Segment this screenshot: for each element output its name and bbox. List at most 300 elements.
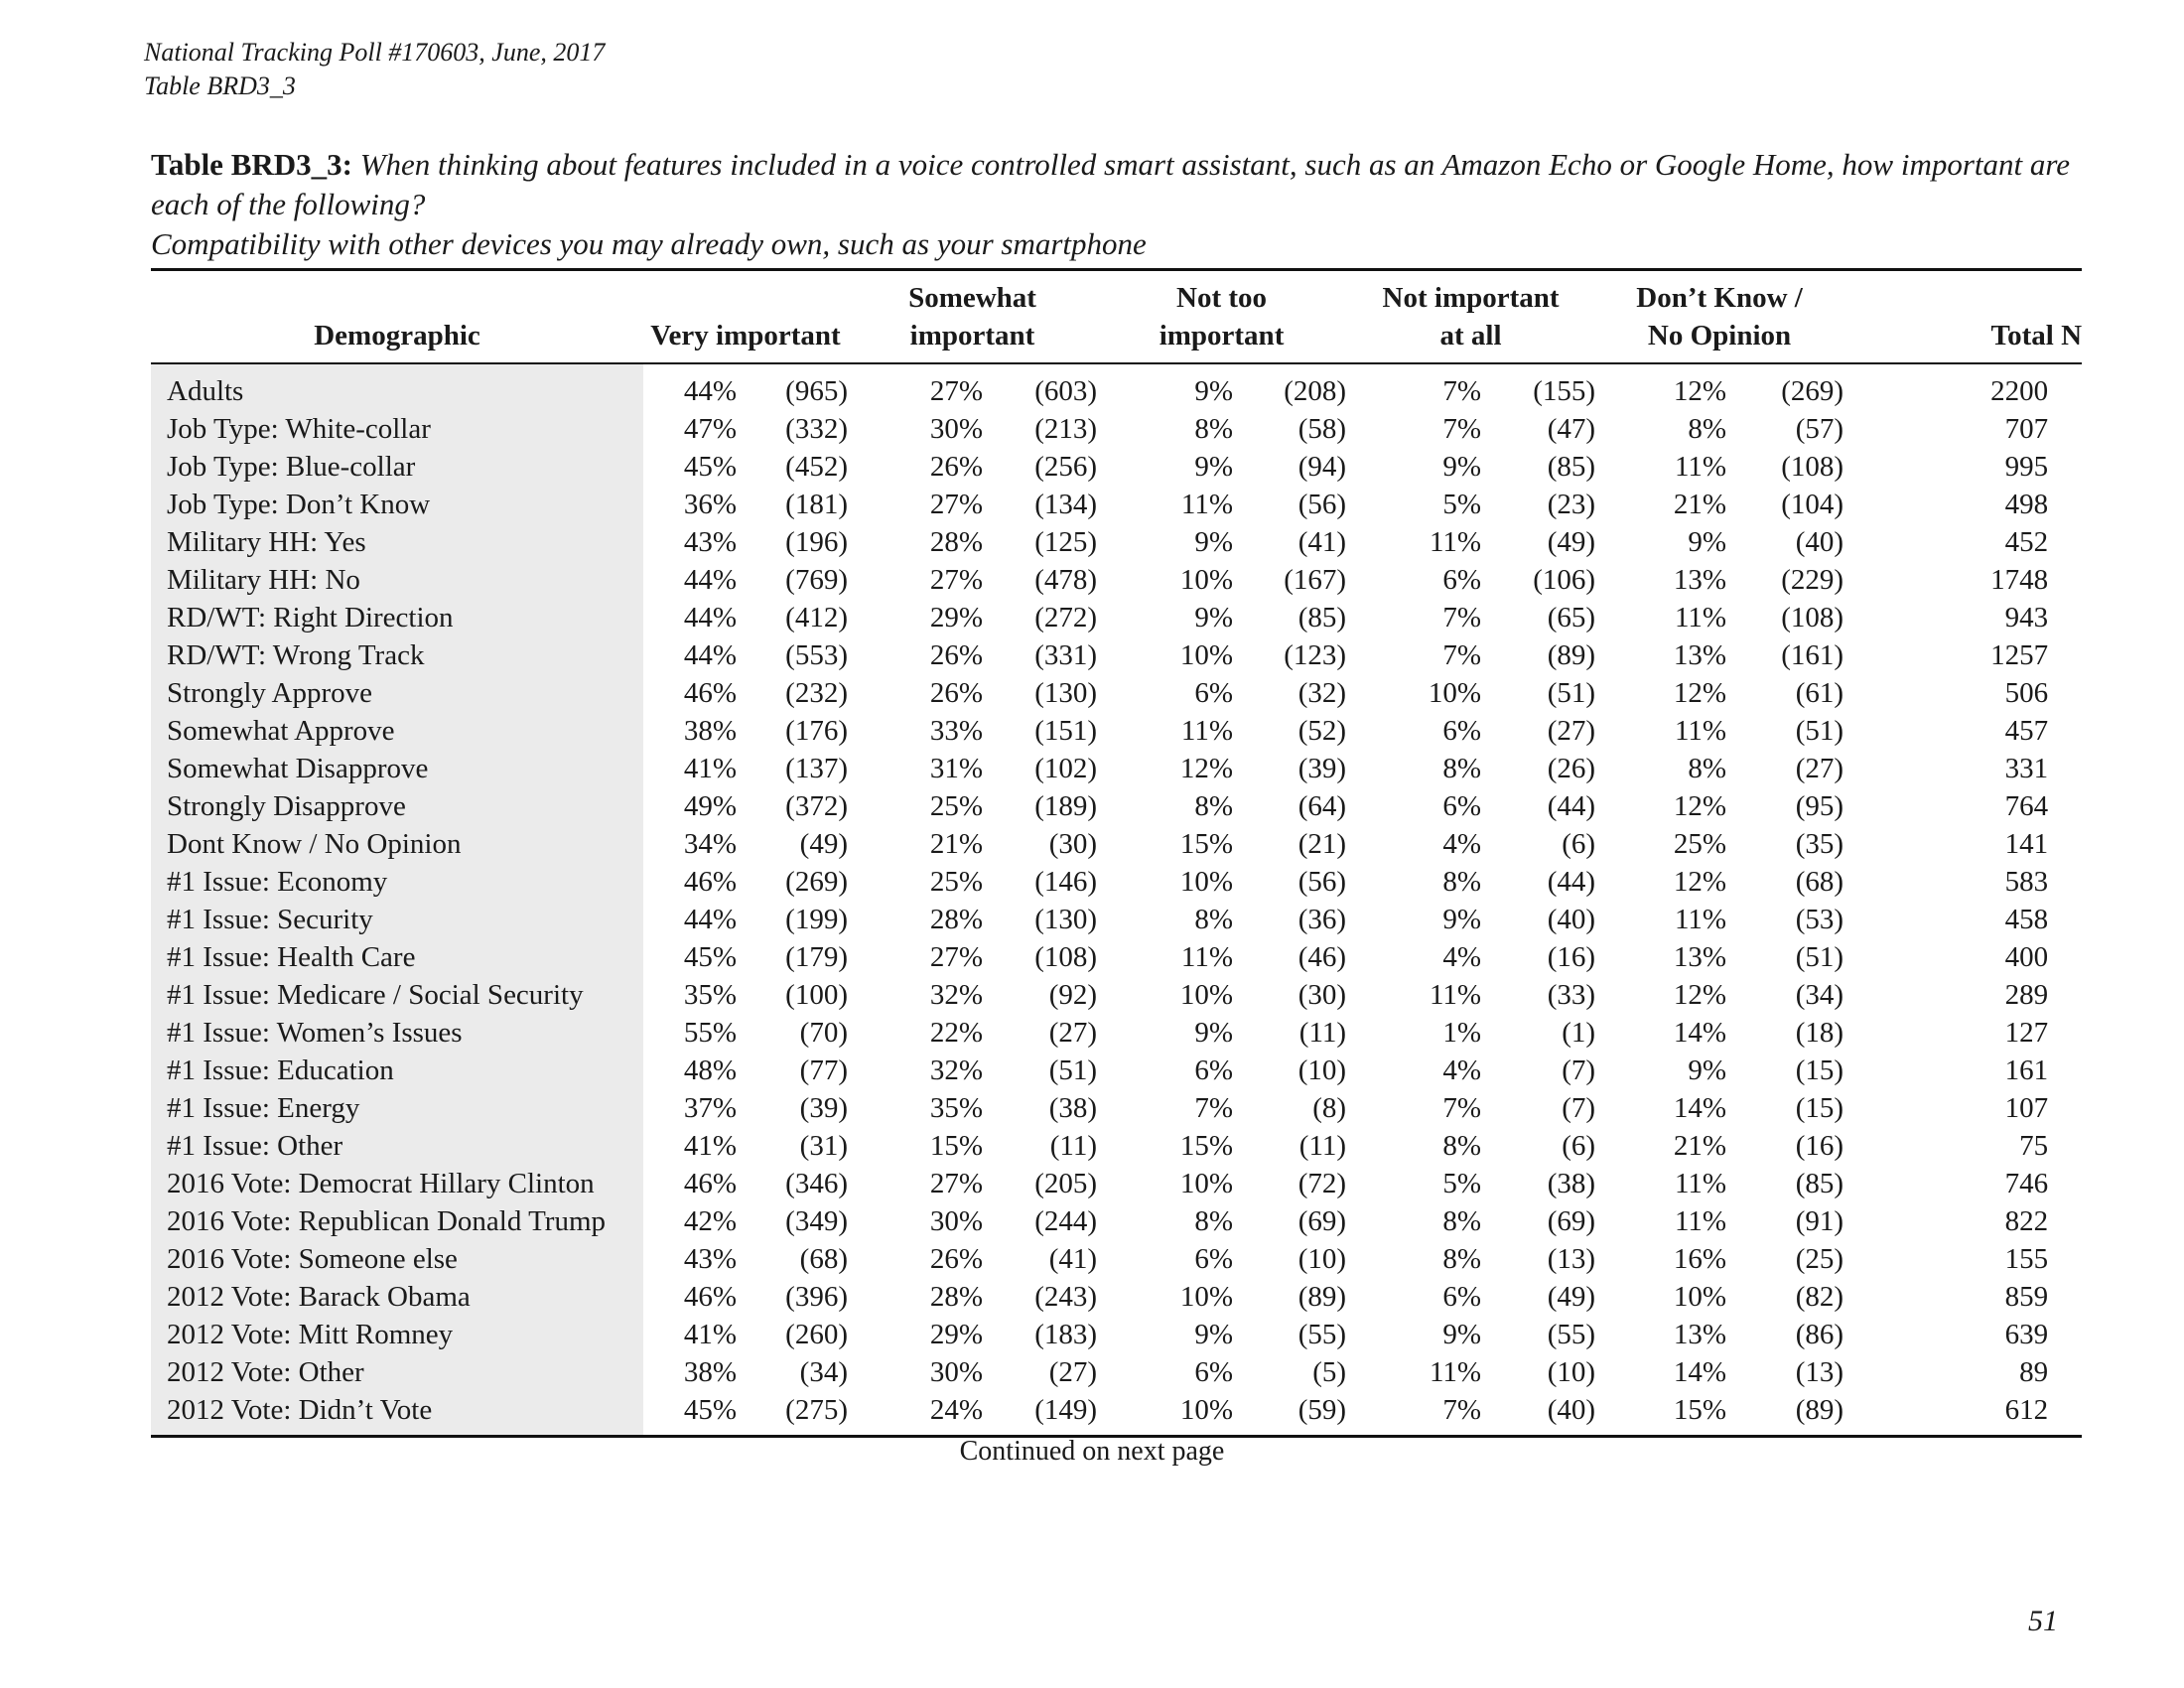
- not-important-count: (65): [1547, 602, 1596, 633]
- not-too-important-pct: 9%: [1194, 602, 1234, 633]
- not-important-pct: 4%: [1442, 941, 1482, 973]
- somewhat-important-count: (41): [1048, 1243, 1098, 1275]
- dont-know-count: (86): [1795, 1319, 1844, 1350]
- table-row: [151, 1202, 2082, 1240]
- not-too-important-count: (58): [1297, 413, 1347, 445]
- very-important-count: (77): [799, 1055, 848, 1086]
- table-row: [151, 1316, 2082, 1353]
- not-too-important-count: (55): [1297, 1319, 1347, 1350]
- caption-label: Table BRD3_3:: [151, 147, 352, 182]
- not-important-count: (85): [1547, 451, 1596, 483]
- demographic-label: Adults: [151, 372, 643, 410]
- somewhat-important-count: (213): [1034, 413, 1098, 445]
- very-important-pct: 35%: [683, 979, 737, 1011]
- very-important-count: (349): [785, 1205, 848, 1237]
- dont-know-pct: 12%: [1673, 375, 1727, 407]
- total-n: 822: [2004, 1205, 2049, 1237]
- very-important-count: (176): [785, 715, 848, 747]
- not-too-important-pct: 8%: [1194, 1205, 1234, 1237]
- not-important-count: (44): [1547, 866, 1596, 898]
- dont-know-pct: 11%: [1674, 602, 1727, 633]
- header-not-important-at-all: [1346, 270, 1595, 364]
- somewhat-important-pct: 26%: [929, 1243, 983, 1275]
- not-too-important-count: (64): [1297, 790, 1347, 822]
- somewhat-important-pct: 27%: [929, 375, 983, 407]
- not-too-important-count: (39): [1297, 753, 1347, 784]
- very-important-count: (260): [785, 1319, 848, 1350]
- very-important-pct: 46%: [683, 1168, 737, 1199]
- somewhat-important-count: (27): [1048, 1017, 1098, 1049]
- somewhat-important-count: (11): [1049, 1130, 1098, 1162]
- somewhat-important-count: (244): [1034, 1205, 1098, 1237]
- not-too-important-count: (10): [1297, 1055, 1347, 1086]
- table-row: [151, 1391, 2082, 1429]
- demographic-label: #1 Issue: Health Care: [151, 938, 643, 976]
- not-too-important-pct: 10%: [1179, 979, 1234, 1011]
- not-important-count: (38): [1547, 1168, 1596, 1199]
- not-important-count: (40): [1547, 1394, 1596, 1426]
- table-row: [151, 1165, 2082, 1202]
- somewhat-important-pct: 26%: [929, 451, 983, 483]
- not-important-count: (49): [1547, 1281, 1596, 1313]
- very-important-pct: 34%: [683, 828, 737, 860]
- very-important-count: (275): [785, 1394, 848, 1426]
- dont-know-pct: 9%: [1688, 526, 1727, 558]
- dont-know-count: (25): [1795, 1243, 1844, 1275]
- not-too-important-pct: 10%: [1179, 1168, 1234, 1199]
- dont-know-pct: 15%: [1673, 1394, 1727, 1426]
- demographic-label: 2012 Vote: Barack Obama: [151, 1278, 643, 1316]
- very-important-count: (70): [799, 1017, 848, 1049]
- dont-know-count: (18): [1795, 1017, 1844, 1049]
- not-important-count: (16): [1547, 941, 1596, 973]
- not-important-count: (55): [1547, 1319, 1596, 1350]
- dont-know-count: (15): [1795, 1092, 1844, 1124]
- table-row: [151, 636, 2082, 674]
- very-important-pct: 36%: [683, 489, 737, 520]
- demographic-label: Somewhat Approve: [151, 712, 643, 750]
- total-n: 452: [2004, 526, 2049, 558]
- not-too-important-pct: 9%: [1194, 1017, 1234, 1049]
- demographic-label: Strongly Approve: [151, 674, 643, 712]
- somewhat-important-count: (205): [1034, 1168, 1098, 1199]
- somewhat-important-pct: 27%: [929, 941, 983, 973]
- dont-know-count: (35): [1795, 828, 1844, 860]
- very-important-count: (232): [785, 677, 848, 709]
- not-too-important-pct: 11%: [1180, 489, 1234, 520]
- not-important-pct: 11%: [1429, 1356, 1482, 1388]
- not-important-count: (27): [1547, 715, 1596, 747]
- demographic-label: #1 Issue: Medicare / Social Security: [151, 976, 643, 1014]
- total-n: 161: [2004, 1055, 2049, 1086]
- dont-know-count: (15): [1795, 1055, 1844, 1086]
- total-n: 141: [2004, 828, 2049, 860]
- very-important-pct: 43%: [683, 1243, 737, 1275]
- total-n: 400: [2004, 941, 2049, 973]
- not-too-important-pct: 6%: [1194, 1243, 1234, 1275]
- very-important-count: (199): [785, 904, 848, 935]
- dont-know-pct: 8%: [1688, 753, 1727, 784]
- very-important-count: (372): [785, 790, 848, 822]
- dont-know-count: (95): [1795, 790, 1844, 822]
- very-important-pct: 49%: [683, 790, 737, 822]
- dont-know-count: (108): [1781, 602, 1844, 633]
- not-important-count: (26): [1547, 753, 1596, 784]
- header-somewhat-line1: Somewhat: [908, 282, 1036, 314]
- not-important-pct: 9%: [1442, 904, 1482, 935]
- header-notimp-line2: at all: [1439, 320, 1502, 352]
- header-row: [151, 270, 2082, 364]
- not-too-important-pct: 9%: [1194, 526, 1234, 558]
- not-too-important-pct: 8%: [1194, 413, 1234, 445]
- dont-know-pct: 14%: [1673, 1017, 1727, 1049]
- very-important-pct: 41%: [683, 1130, 737, 1162]
- somewhat-important-pct: 15%: [929, 1130, 983, 1162]
- header-total-n: Total N: [1990, 320, 2083, 352]
- not-important-pct: 11%: [1429, 979, 1482, 1011]
- very-important-count: (137): [785, 753, 848, 784]
- somewhat-important-count: (151): [1034, 715, 1098, 747]
- dont-know-count: (61): [1795, 677, 1844, 709]
- not-too-important-pct: 8%: [1194, 790, 1234, 822]
- not-too-important-pct: 9%: [1194, 1319, 1234, 1350]
- dont-know-pct: 13%: [1673, 564, 1727, 596]
- total-n: 612: [2004, 1394, 2049, 1426]
- table-row: [151, 448, 2082, 486]
- not-important-pct: 7%: [1442, 1092, 1482, 1124]
- table-row: [151, 1014, 2082, 1052]
- dont-know-count: (16): [1795, 1130, 1844, 1162]
- very-important-pct: 43%: [683, 526, 737, 558]
- dont-know-count: (229): [1781, 564, 1844, 596]
- not-important-count: (6): [1562, 828, 1596, 860]
- not-important-pct: 5%: [1442, 1168, 1482, 1199]
- somewhat-important-pct: 29%: [929, 602, 983, 633]
- not-too-important-count: (32): [1297, 677, 1347, 709]
- dont-know-count: (57): [1795, 413, 1844, 445]
- very-important-pct: 46%: [683, 1281, 737, 1313]
- not-important-pct: 8%: [1442, 1130, 1482, 1162]
- not-too-important-count: (69): [1297, 1205, 1347, 1237]
- very-important-count: (179): [785, 941, 848, 973]
- demographic-label: RD/WT: Wrong Track: [151, 636, 643, 674]
- dont-know-count: (269): [1781, 375, 1844, 407]
- caption-question: When thinking about features included in a voice controlled smart assistant, such as an Amazon Echo or Google Home, how important are each of the following?: [151, 147, 2071, 221]
- somewhat-important-pct: 26%: [929, 639, 983, 671]
- table-row: [151, 938, 2082, 976]
- not-too-important-count: (8): [1312, 1092, 1347, 1124]
- not-too-important-pct: 15%: [1179, 1130, 1234, 1162]
- very-important-count: (34): [799, 1356, 848, 1388]
- very-important-pct: 45%: [683, 451, 737, 483]
- table-row: [151, 787, 2082, 825]
- table-id: Table BRD3_3: [144, 71, 296, 100]
- very-important-count: (553): [785, 639, 848, 671]
- not-too-important-pct: 6%: [1194, 1356, 1234, 1388]
- very-important-count: (100): [785, 979, 848, 1011]
- demographic-label: Job Type: Blue-collar: [151, 448, 643, 486]
- somewhat-important-count: (134): [1034, 489, 1098, 520]
- not-important-count: (47): [1547, 413, 1596, 445]
- dont-know-pct: 12%: [1673, 677, 1727, 709]
- total-n: 89: [2019, 1356, 2049, 1388]
- not-too-important-pct: 10%: [1179, 639, 1234, 671]
- dont-know-pct: 21%: [1673, 489, 1727, 520]
- demographic-label: #1 Issue: Education: [151, 1052, 643, 1089]
- demographic-label: Job Type: Don’t Know: [151, 486, 643, 523]
- table-row: [151, 712, 2082, 750]
- demographic-label: 2016 Vote: Republican Donald Trump: [151, 1202, 643, 1240]
- demographic-label: Job Type: White-collar: [151, 410, 643, 448]
- somewhat-important-pct: 33%: [929, 715, 983, 747]
- somewhat-important-pct: 30%: [929, 1356, 983, 1388]
- total-n: 943: [2004, 602, 2049, 633]
- somewhat-important-pct: 32%: [929, 1055, 983, 1086]
- very-important-count: (965): [785, 375, 848, 407]
- total-n: 995: [2004, 451, 2049, 483]
- demographic-label: Military HH: No: [151, 561, 643, 599]
- not-too-important-pct: 12%: [1179, 753, 1234, 784]
- very-important-count: (196): [785, 526, 848, 558]
- not-too-important-count: (72): [1297, 1168, 1347, 1199]
- not-too-important-count: (56): [1297, 489, 1347, 520]
- header-dk-line2: No Opinion: [1647, 320, 1792, 352]
- total-n: 107: [2004, 1092, 2049, 1124]
- table-row: [151, 1353, 2082, 1391]
- demographic-label: Military HH: Yes: [151, 523, 643, 561]
- table-row: [151, 863, 2082, 901]
- somewhat-important-count: (108): [1034, 941, 1098, 973]
- not-important-count: (106): [1533, 564, 1596, 596]
- somewhat-important-pct: 35%: [929, 1092, 983, 1124]
- somewhat-important-pct: 30%: [929, 1205, 983, 1237]
- dont-know-pct: 13%: [1673, 1319, 1727, 1350]
- dont-know-count: (51): [1795, 941, 1844, 973]
- not-important-count: (13): [1547, 1243, 1596, 1275]
- dont-know-pct: 13%: [1673, 639, 1727, 671]
- demographic-label: RD/WT: Right Direction: [151, 599, 643, 636]
- table-row: [151, 750, 2082, 787]
- demographic-label: Dont Know / No Opinion: [151, 825, 643, 863]
- very-important-count: (68): [799, 1243, 848, 1275]
- header-dont-know: [1595, 270, 1843, 364]
- dont-know-count: (104): [1781, 489, 1844, 520]
- very-important-pct: 44%: [683, 904, 737, 935]
- not-important-pct: 7%: [1442, 602, 1482, 633]
- header-very-important: Very important: [650, 320, 841, 352]
- dont-know-pct: 11%: [1674, 1168, 1727, 1199]
- total-n: 458: [2004, 904, 2049, 935]
- somewhat-important-count: (30): [1048, 828, 1098, 860]
- header-demographic: Demographic: [314, 320, 480, 352]
- somewhat-important-count: (256): [1034, 451, 1098, 483]
- not-important-pct: 9%: [1442, 1319, 1482, 1350]
- not-important-pct: 8%: [1442, 1205, 1482, 1237]
- table-row: [151, 523, 2082, 561]
- demographic-label: 2012 Vote: Mitt Romney: [151, 1316, 643, 1353]
- total-n: 764: [2004, 790, 2049, 822]
- header-nottoo-line1: Not too: [1176, 282, 1268, 314]
- dont-know-count: (53): [1795, 904, 1844, 935]
- very-important-pct: 44%: [683, 564, 737, 596]
- somewhat-important-count: (51): [1048, 1055, 1098, 1086]
- very-important-count: (412): [785, 602, 848, 633]
- not-important-pct: 4%: [1442, 828, 1482, 860]
- not-too-important-pct: 11%: [1180, 941, 1234, 973]
- very-important-count: (39): [799, 1092, 848, 1124]
- dont-know-pct: 11%: [1674, 904, 1727, 935]
- not-too-important-pct: 10%: [1179, 1394, 1234, 1426]
- not-too-important-count: (123): [1284, 639, 1347, 671]
- running-header: [144, 36, 605, 103]
- not-important-count: (10): [1547, 1356, 1596, 1388]
- somewhat-important-pct: 29%: [929, 1319, 983, 1350]
- table-row: [151, 1052, 2082, 1089]
- not-important-pct: 9%: [1442, 451, 1482, 483]
- very-important-pct: 42%: [683, 1205, 737, 1237]
- not-important-pct: 10%: [1428, 677, 1482, 709]
- not-too-important-count: (11): [1298, 1130, 1347, 1162]
- table-row: [151, 561, 2082, 599]
- not-too-important-pct: 6%: [1194, 1055, 1234, 1086]
- top-spacer-row: [151, 363, 2082, 372]
- not-important-count: (155): [1533, 375, 1596, 407]
- somewhat-important-count: (130): [1034, 904, 1098, 935]
- dont-know-pct: 13%: [1673, 941, 1727, 973]
- very-important-count: (31): [799, 1130, 848, 1162]
- not-too-important-pct: 15%: [1179, 828, 1234, 860]
- somewhat-important-pct: 27%: [929, 564, 983, 596]
- very-important-count: (769): [785, 564, 848, 596]
- not-important-pct: 7%: [1442, 1394, 1482, 1426]
- not-too-important-count: (41): [1297, 526, 1347, 558]
- demographic-label: #1 Issue: Women’s Issues: [151, 1014, 643, 1052]
- not-important-pct: 7%: [1442, 639, 1482, 671]
- total-n: 331: [2004, 753, 2049, 784]
- demographic-label: #1 Issue: Security: [151, 901, 643, 938]
- table-row: [151, 1127, 2082, 1165]
- somewhat-important-pct: 31%: [929, 753, 983, 784]
- dont-know-count: (13): [1795, 1356, 1844, 1388]
- not-too-important-pct: 7%: [1194, 1092, 1234, 1124]
- not-too-important-pct: 11%: [1180, 715, 1234, 747]
- very-important-pct: 38%: [683, 715, 737, 747]
- table-row: [151, 901, 2082, 938]
- not-important-pct: 8%: [1442, 866, 1482, 898]
- dont-know-count: (82): [1795, 1281, 1844, 1313]
- table-row: [151, 410, 2082, 448]
- very-important-pct: 38%: [683, 1356, 737, 1388]
- total-n: 155: [2004, 1243, 2049, 1275]
- somewhat-important-count: (331): [1034, 639, 1098, 671]
- very-important-count: (269): [785, 866, 848, 898]
- table-row: [151, 1278, 2082, 1316]
- very-important-pct: 44%: [683, 639, 737, 671]
- not-too-important-count: (30): [1297, 979, 1347, 1011]
- very-important-pct: 48%: [683, 1055, 737, 1086]
- demographic-label: 2016 Vote: Democrat Hillary Clinton: [151, 1165, 643, 1202]
- not-important-count: (33): [1547, 979, 1596, 1011]
- demographic-label: 2016 Vote: Someone else: [151, 1240, 643, 1278]
- not-too-important-count: (36): [1297, 904, 1347, 935]
- not-too-important-count: (56): [1297, 866, 1347, 898]
- somewhat-important-count: (183): [1034, 1319, 1098, 1350]
- demographic-label: Strongly Disapprove: [151, 787, 643, 825]
- total-n: 506: [2004, 677, 2049, 709]
- not-too-important-pct: 10%: [1179, 564, 1234, 596]
- table-row: [151, 674, 2082, 712]
- dont-know-pct: 21%: [1673, 1130, 1727, 1162]
- somewhat-important-count: (130): [1034, 677, 1098, 709]
- total-n: 75: [2019, 1130, 2049, 1162]
- very-important-pct: 46%: [683, 866, 737, 898]
- crosstab-table-container: [151, 268, 2083, 1438]
- total-n: 498: [2004, 489, 2049, 520]
- somewhat-important-pct: 24%: [929, 1394, 983, 1426]
- not-important-pct: 7%: [1442, 413, 1482, 445]
- dont-know-count: (91): [1795, 1205, 1844, 1237]
- not-too-important-count: (167): [1284, 564, 1347, 596]
- total-n: 859: [2004, 1281, 2049, 1313]
- not-too-important-count: (5): [1312, 1356, 1347, 1388]
- demographic-label: #1 Issue: Economy: [151, 863, 643, 901]
- very-important-pct: 46%: [683, 677, 737, 709]
- spacer-cell: [151, 363, 643, 372]
- not-too-important-count: (46): [1297, 941, 1347, 973]
- not-too-important-pct: 8%: [1194, 904, 1234, 935]
- not-important-count: (40): [1547, 904, 1596, 935]
- page-number: 51: [2028, 1605, 2058, 1637]
- not-too-important-count: (52): [1297, 715, 1347, 747]
- not-too-important-count: (21): [1297, 828, 1347, 860]
- very-important-count: (452): [785, 451, 848, 483]
- not-important-count: (69): [1547, 1205, 1596, 1237]
- somewhat-important-count: (189): [1034, 790, 1098, 822]
- very-important-pct: 44%: [683, 602, 737, 633]
- dont-know-pct: 12%: [1673, 790, 1727, 822]
- demographic-label: #1 Issue: Other: [151, 1127, 643, 1165]
- very-important-pct: 55%: [683, 1017, 737, 1049]
- table-row: [151, 825, 2082, 863]
- not-important-count: (23): [1547, 489, 1596, 520]
- very-important-pct: 47%: [683, 413, 737, 445]
- somewhat-important-pct: 30%: [929, 413, 983, 445]
- not-important-pct: 5%: [1442, 489, 1482, 520]
- not-too-important-pct: 9%: [1194, 375, 1234, 407]
- very-important-pct: 44%: [683, 375, 737, 407]
- dont-know-pct: 14%: [1673, 1092, 1727, 1124]
- table-row: [151, 976, 2082, 1014]
- total-n: 707: [2004, 413, 2049, 445]
- not-important-count: (89): [1547, 639, 1596, 671]
- dont-know-count: (40): [1795, 526, 1844, 558]
- not-too-important-count: (10): [1297, 1243, 1347, 1275]
- dont-know-pct: 11%: [1674, 1205, 1727, 1237]
- somewhat-important-count: (272): [1034, 602, 1098, 633]
- somewhat-important-count: (125): [1034, 526, 1098, 558]
- very-important-pct: 41%: [683, 753, 737, 784]
- not-too-important-pct: 10%: [1179, 866, 1234, 898]
- total-n: 746: [2004, 1168, 2049, 1199]
- not-important-pct: 8%: [1442, 753, 1482, 784]
- not-too-important-count: (85): [1297, 602, 1347, 633]
- demographic-label: #1 Issue: Energy: [151, 1089, 643, 1127]
- not-important-pct: 7%: [1442, 375, 1482, 407]
- table-row: [151, 486, 2082, 523]
- dont-know-count: (34): [1795, 979, 1844, 1011]
- table-row: [151, 1089, 2082, 1127]
- total-n: 1748: [1990, 564, 2049, 596]
